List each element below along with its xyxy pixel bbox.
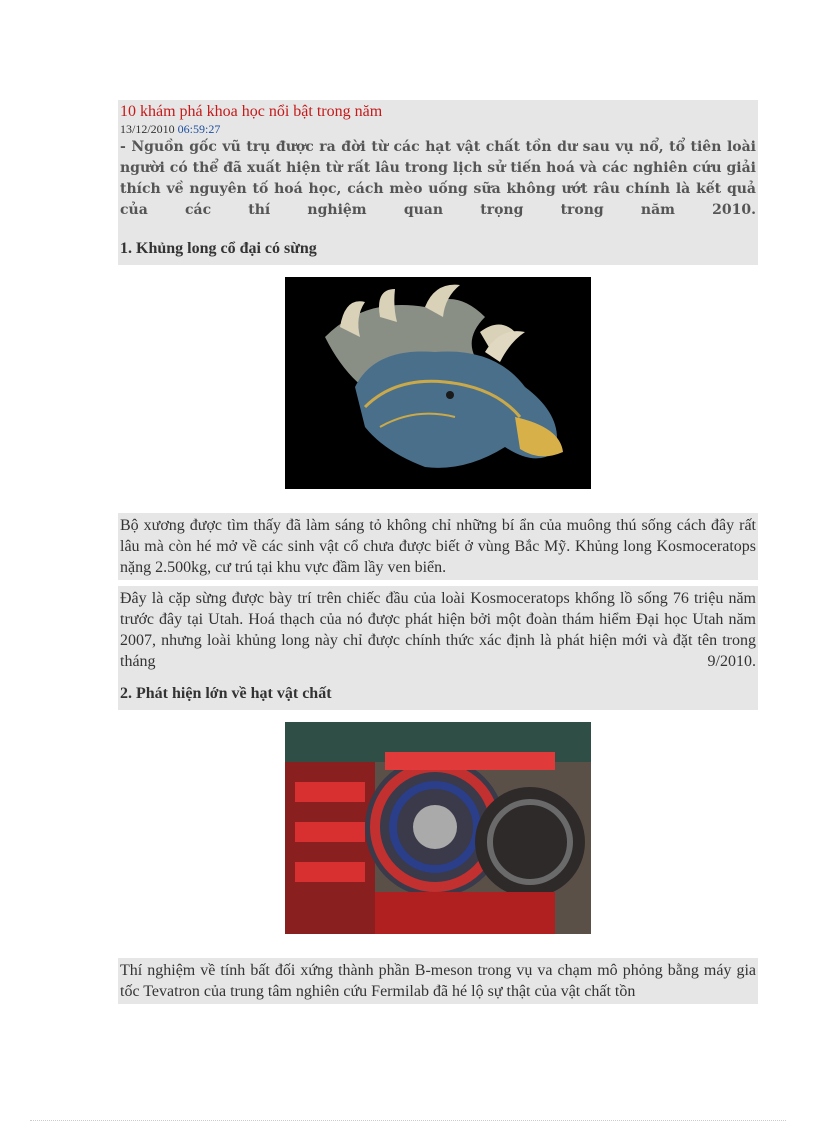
section-heading-2: 2. Phát hiện lớn về hạt vật chất (120, 685, 332, 702)
paragraph: Bộ xương được tìm thấy đã làm sáng tỏ không chỉ những bí ẩn của muông thú sống cách đây rất lâu mà còn hé mở về các sinh vật cổ chưa được biết ở vùng Bắc Mỹ. Khủng long Kosmoceratops nặng 2.500kg, cư trú tại khu vực đầm lầy ven biển. (120, 517, 756, 576)
date-text: 13/12/2010 (120, 122, 175, 136)
detector-image (285, 722, 591, 934)
dinosaur-image (285, 277, 591, 489)
figure-1 (118, 265, 758, 513)
article-header (118, 100, 758, 265)
paragraph: Thí nghiệm về tính bất đối xứng thành phần B-meson trong vụ va chạm mô phỏng bằng máy gia tốc Tevatron của trung tâm nghiên cứu Fermilab đã hé lộ sự thật của vật chất tồn (120, 962, 756, 1000)
section-1-text (118, 513, 758, 580)
paragraph: Đây là cặp sừng được bày trí trên chiếc đầu của loài Kosmoceratops khổng lồ sống 76 triệu năm trước đây tại Utah. Hoá thạch của nó được phát hiện bởi một đoàn thám hiểm Đại học Utah năm 2007, nhưng loài khủng long này chỉ được chính thức xác định là phát hiện mới và đặt tên trong tháng 9/2010. (120, 590, 756, 670)
section-2-text (118, 958, 758, 1004)
figure-2 (118, 710, 758, 958)
article-date (118, 122, 758, 137)
section-1-text-2 (118, 586, 758, 710)
article (118, 100, 758, 1004)
article-lead: - Nguồn gốc vũ trụ được ra đời từ các hạt vật chất tồn dư sau vụ nổ, tổ tiên loài người có thể đã xuất hiện từ rất lâu trong lịch sử tiến hoá và các nghiên cứu giải thích về nguyên tố hoá học, cách mèo uống sữa không ướt râu chính là kết quả của các thí nghiệm quan trọng trong năm 2010. (120, 139, 756, 218)
section-heading-1: 1. Khủng long cổ đại có sừng (120, 240, 317, 257)
article-title[interactable]: 10 khám phá khoa học nổi bật trong năm (120, 103, 383, 120)
time-text: 06:59:27 (177, 122, 221, 136)
page-footer-divider (30, 1120, 786, 1121)
